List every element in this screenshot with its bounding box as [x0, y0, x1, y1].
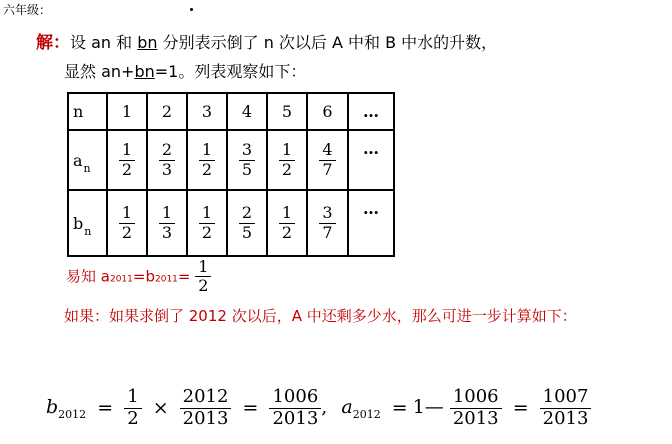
table-cell: 6 [307, 93, 348, 130]
row-label-a: $a_n$ [68, 130, 107, 190]
solution-line-1: 解：设 an 和 bn 分别表示倒了 n 次以后 A 中和 B 中水的升数， [36, 33, 498, 53]
table-header-row [68, 93, 394, 130]
table-cell: 2 [147, 93, 187, 130]
formula-fraction: $\frac{2012}{2013}$ [180, 387, 232, 429]
table-row-b [68, 190, 394, 256]
table-cell: n [68, 93, 107, 130]
table-cell: 3 [187, 93, 227, 130]
solution-colon: ： [53, 33, 70, 53]
formula-fraction: $\frac{1}{2}$ [124, 387, 141, 429]
table-cell: … [348, 93, 394, 130]
fraction-cell: $\frac{3}{7}$ [307, 190, 348, 256]
sequence-table [67, 92, 395, 257]
fraction-cell: $\frac{1}{2}$ [107, 130, 147, 190]
half-fraction: $\frac{1}{2}$ [195, 258, 211, 296]
formula-fraction: $\frac{1007}{2013}$ [540, 387, 592, 429]
table-cell: … [348, 130, 394, 190]
formula-fraction: $\frac{1006}{2013}$ [450, 387, 502, 429]
table-cell: 5 [267, 93, 307, 130]
fraction-cell: $\frac{2}{3}$ [147, 130, 187, 190]
table-cell: 1 [107, 93, 147, 130]
bn-underlined: bn [134, 62, 155, 81]
formula-fraction: $\frac{1006}{2013}$ [269, 387, 321, 429]
solution-label: 解 [36, 33, 53, 53]
fraction-cell: $\frac{1}{2}$ [187, 130, 227, 190]
table-cell: … [348, 190, 394, 256]
table-cell: 4 [227, 93, 267, 130]
final-formula: $b_{2012}$ = $\frac{1}{2}$ × $\frac{2012}{2013}$ = $\frac{1006}{2013}$ , $a_{2012}$ = 1— $\frac{1006}{2013}$ = $\frac{1007}{2013}$ [46, 387, 591, 429]
bn-underlined: bn [137, 33, 158, 52]
row-label-b: $b_n$ [68, 190, 107, 256]
fraction-cell: $\frac{2}{5}$ [227, 190, 267, 256]
fraction-cell: $\frac{1}{2}$ [267, 130, 307, 190]
fraction-cell: $\frac{3}{5}$ [227, 130, 267, 190]
stray-dot [190, 8, 193, 11]
fraction-cell: $\frac{4}{7}$ [307, 130, 348, 190]
solution-line-2: 显然 an+bn=1。列表观察如下： [64, 62, 307, 81]
fraction-cell: $\frac{1}{2}$ [267, 190, 307, 256]
grade-label: 六年级： [3, 3, 52, 17]
fraction-cell: $\frac{1}{2}$ [187, 190, 227, 256]
table-row-a [68, 130, 394, 190]
fraction-cell: $\frac{1}{3}$ [147, 190, 187, 256]
fraction-cell: $\frac{1}{2}$ [107, 190, 147, 256]
question-line: 如果：如果求倒了 2012 次以后，A 中还剩多少水，那么可进一步计算如下： [64, 307, 577, 325]
easy-know-line: 易知 a2011=b2011= $\frac{1}{2}$ [66, 258, 211, 296]
